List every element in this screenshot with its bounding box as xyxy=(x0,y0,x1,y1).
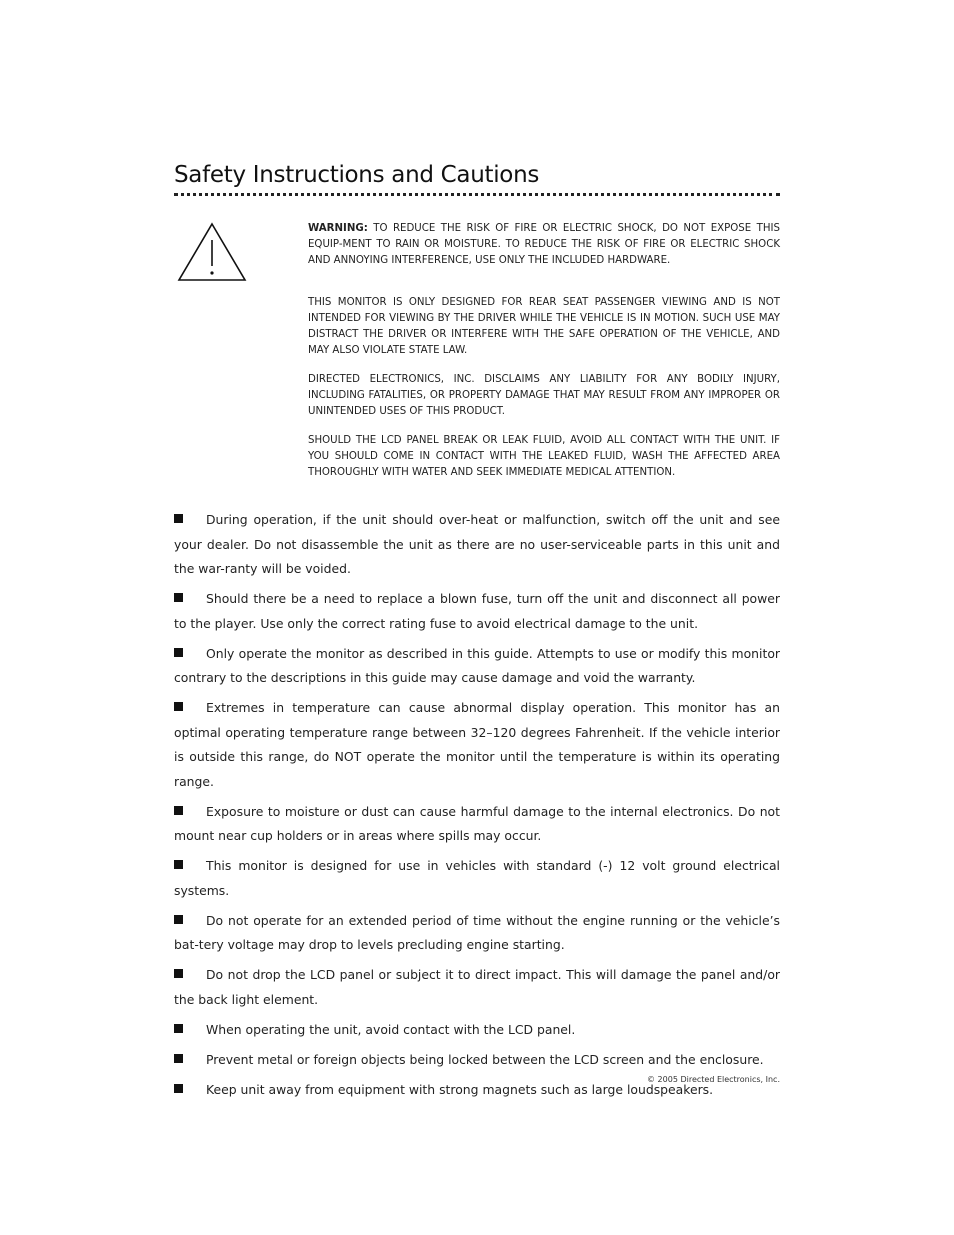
square-bullet-icon xyxy=(174,648,183,657)
copyright-footer: © 2005 Directed Electronics, Inc. xyxy=(647,1075,780,1084)
bullet-text: Only operate the monitor as described in this guide. Attempts to use or modify this monitor contrary to the descriptions in this guide may cause damage and void the warranty. xyxy=(174,645,780,685)
safety-bullet-list xyxy=(174,508,780,1108)
square-bullet-icon xyxy=(174,1054,183,1063)
square-bullet-icon xyxy=(174,514,183,523)
square-bullet-icon xyxy=(174,806,183,815)
bullet-item xyxy=(174,963,780,1012)
bullet-item xyxy=(174,800,780,849)
warning-block xyxy=(308,221,780,481)
square-bullet-icon xyxy=(174,1084,183,1093)
bullet-text: During operation, if the unit should over-heat or malfunction, switch off the unit and see your dealer. Do not disassemble the unit as there are no user-serviceable parts in this unit and the war-ranty will be voided. xyxy=(174,512,780,576)
bullet-text: This monitor is designed for use in vehicles with standard (-) 12 volt ground electrical systems. xyxy=(174,858,780,898)
bullet-text: Extremes in temperature can cause abnormal display operation. This monitor has an optimal operating temperature range between 32–120 degrees Fahrenheit. If the vehicle interior is outside this range, do NOT operate the monitor until the temperature is within its operating range. xyxy=(174,700,780,789)
square-bullet-icon xyxy=(174,969,183,978)
warning-paragraph-1 xyxy=(308,221,780,269)
bullet-text: Should there be a need to replace a blown fuse, turn off the unit and disconnect all power to the player. Use only the correct rating fuse to avoid electrical damage to the unit. xyxy=(174,591,780,631)
bullet-text: Do not drop the LCD panel or subject it to direct impact. This will damage the panel and/or the back light element. xyxy=(174,967,780,1007)
bullet-item xyxy=(174,1018,780,1043)
bullet-item xyxy=(174,909,780,958)
bullet-text: Do not operate for an extended period of time without the engine running or the vehicle’s bat-tery voltage may drop to levels precluding engine starting. xyxy=(174,912,780,952)
bullet-text: Prevent metal or foreign objects being locked between the LCD screen and the enclosure. xyxy=(206,1051,764,1067)
warning-paragraph-4: SHOULD THE LCD PANEL BREAK OR LEAK FLUID, AVOID ALL CONTACT WITH THE UNIT. IF YOU SHOULD COME IN CONTACT WITH THE LEAKED FLUID, WASH THE AFFECTED AREA THOROUGHLY WITH WATER AND SEEK IMMEDIATE MEDICAL ATTENTION. xyxy=(308,435,780,478)
warning-triangle-icon xyxy=(177,222,247,282)
square-bullet-icon xyxy=(174,593,183,602)
dotted-title-rule xyxy=(174,193,780,196)
warning-label: WARNING: xyxy=(308,223,368,234)
bullet-text: Exposure to moisture or dust can cause harmful damage to the internal electronics. Do not mount near cup holders or in areas where spills may occur. xyxy=(174,803,780,843)
bullet-item xyxy=(174,508,780,582)
square-bullet-icon xyxy=(174,702,183,711)
warning-paragraph-2: THIS MONITOR IS ONLY DESIGNED FOR REAR SEAT PASSENGER VIEWING AND IS NOT INTENDED FOR VIEWING BY THE DRIVER WHILE THE VEHICLE IS IN MOTION. SUCH USE MAY DISTRACT THE DRIVER OR INTERFERE WITH THE SAFE OPERATION OF THE VEHICLE, AND MAY ALSO VIOLATE STATE LAW. xyxy=(308,297,780,356)
square-bullet-icon xyxy=(174,1024,183,1033)
bullet-item xyxy=(174,642,780,691)
bullet-text: When operating the unit, avoid contact with the LCD panel. xyxy=(206,1021,576,1037)
square-bullet-icon xyxy=(174,915,183,924)
bullet-item xyxy=(174,1048,780,1073)
warning-paragraph-3: DIRECTED ELECTRONICS, INC. DISCLAIMS ANY LIABILITY FOR ANY BODILY INJURY, INCLUDING FATALITIES, OR PROPERTY DAMAGE THAT MAY RESULT FROM ANY IMPROPER OR UNINTENDED USES OF THIS PRODUCT. xyxy=(308,374,780,417)
bullet-item xyxy=(174,854,780,903)
square-bullet-icon xyxy=(174,860,183,869)
bullet-item xyxy=(174,587,780,636)
bullet-text: Keep unit away from equipment with strong magnets such as large loudspeakers. xyxy=(206,1081,714,1097)
warning-paragraph-1-text: TO REDUCE THE RISK OF FIRE OR ELECTRIC SHOCK, DO NOT EXPOSE THIS EQUIP-MENT TO RAIN OR MOISTURE. TO REDUCE THE RISK OF FIRE OR ELECTRIC SHOCK AND ANNOYING INTERFERENCE, USE ONLY THE INCLUDED HARDWARE. xyxy=(308,223,780,266)
page-title: Safety Instructions and Cautions xyxy=(174,162,540,188)
bullet-item xyxy=(174,696,780,794)
